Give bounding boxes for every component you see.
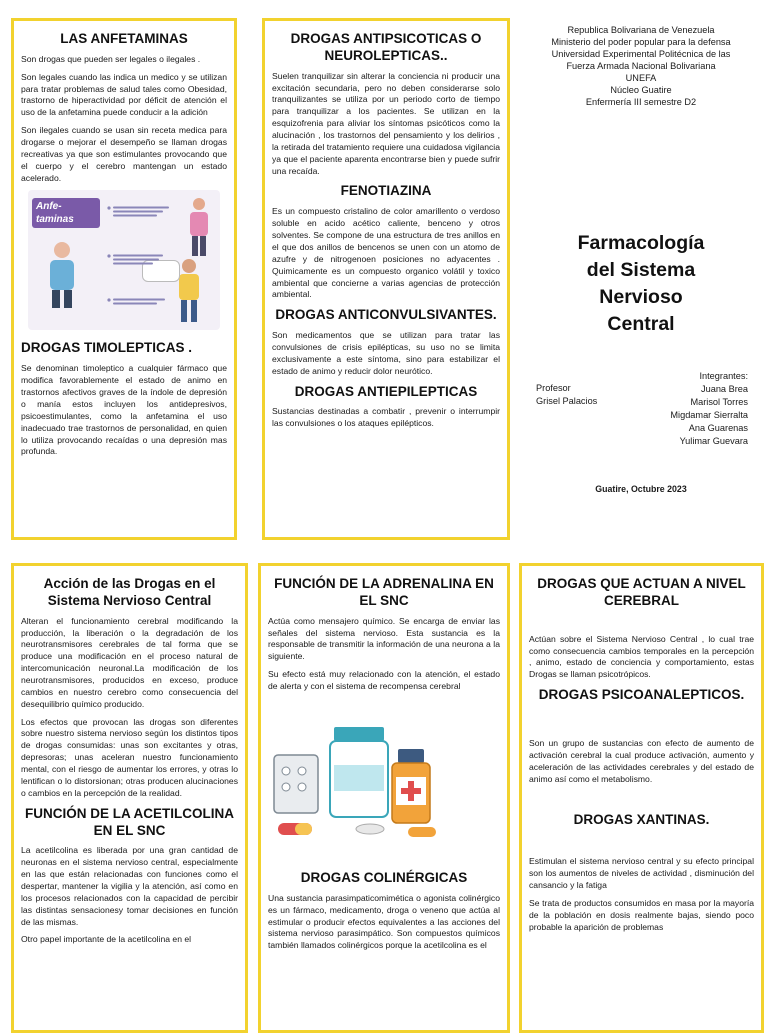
paragraph: Alteran el funcionamiento cerebral modificando la producción, la liberación o la degradación de los neurotransmisores cerebrales de tal forma que se produce una modificación en el proceso natural de intercomunicación neuronal.La modificación de los neurotransmisores, producidos en exceso, produce cambios en nuestro cerebro como consecuencia del desequilibrio químico producido. <box>21 615 238 709</box>
heading-antiepilepticas: DROGAS ANTIEPILEPTICAS <box>294 383 478 399</box>
person-figure-icon <box>40 240 84 310</box>
heading-anticonvulsivantes: DROGAS ANTICONVULSIVANTES. <box>275 307 497 323</box>
heading-psicoanalepticos: DROGAS PSICOANALEPTICOS. <box>538 687 745 703</box>
paragraph: Son ilegales cuando se usan sin receta medica para drogarse o mejorar el desempeño se llaman drogas recreativas ya que son estimulantes provocando que el cuerpo y el cerebro mantengan un estado acelerado. <box>21 125 227 183</box>
institution-line: Ministerio del poder popular para la defensa <box>551 37 731 47</box>
text-lines-icon <box>106 204 176 314</box>
heading-fenotiazina: FENOTIAZINA <box>340 183 432 199</box>
medicine-bottles-icon <box>268 725 444 843</box>
person-figure-icon <box>184 196 214 258</box>
paragraph: Su efecto está muy relacionado con la atención, el estado de alerta y con el sistema de recompensa cerebral <box>268 669 500 692</box>
panel-antipsicoticas <box>262 18 510 540</box>
panel-drogas-cerebral <box>519 563 764 1033</box>
members-list <box>670 383 748 448</box>
panel-anfetaminas <box>11 18 237 540</box>
heading-timolepticas: DROGAS TIMOLEPTICAS . <box>21 340 193 356</box>
institution-info <box>518 24 764 108</box>
heading-acetilcolina: FUNCIÓN DE LA ACETILCOLINA EN EL SNC <box>25 805 234 838</box>
member-name: Juana Brea <box>701 384 748 394</box>
institution-line: Fuerza Armada Nacional Bolivariana <box>566 61 716 71</box>
member-name: Ana Guarenas <box>688 423 748 433</box>
institution-line: Republica Bolivariana de Venezuela <box>567 25 715 35</box>
institution-line: Universidad Experimental Politécnica de las <box>551 49 731 59</box>
paragraph: Se denominan timoleptico a cualquier fármaco que modifica favorablemente el estado de animo en trastornos afectivos graves de la índole de depresión o manía estos incluyen los antidepresivos, psicoestimulantes, como la anfetamina el uso inadecuado trae trastornos de personalidad, en quien lo utiliza provocando recaídas o una depresión mas profunda. <box>21 363 227 457</box>
paragraph: Actúa como mensajero químico. Se encarga de enviar las señales del sistema nervioso. Esta sustancia es la responsable de transmitir la información de una neurona a la siguiente. <box>268 615 500 662</box>
cover-panel <box>518 18 764 540</box>
illustration-banner: Anfe-taminas <box>32 198 100 228</box>
institution-line: Núcleo Guatire <box>610 85 672 95</box>
paragraph: Los efectos que provocan las drogas son diferentes sobre nuestro sistema nervioso según los distintos tipos de drogas consumidas: unas son excitantes y otras, depresoras; unas aceleran nuestro funcionamiento mental, con el riesgo de aumentar los errores, y otras lo lentifican o lo distorsionan; otras producen alucinaciones o cambios en la percepción de la realidad. <box>21 716 238 798</box>
paragraph: Se trata de productos consumidos en masa por la mayoría de la población en dosis realmente bajas, siendo poco probable la aparición de problemas <box>529 897 754 932</box>
paragraph: Es un compuesto cristalino de color amarillento o verdoso soluble en acido acético caliente, benceno y otros solventes. Se compone de una estructura de tres anillos en el que dos anillos de bencenos se unen con un atomo de azufre y de nitrogenoen posiciones no adyacentes . Quimicamente es un compuesto organico volátil y toxico ambiental que concierne a varias agencias de protección ambiental. <box>272 206 500 300</box>
place-date: Guatire, Octubre 2023 <box>595 484 687 494</box>
panel-accion-drogas <box>11 563 248 1033</box>
paragraph: Una sustancia parasimpaticomimética o agonista colinérgico es un fármaco, medicamento, droga o veneno que actúa al estimular o producir efectos equivalentes a las acciones del sistema nervioso parasimpático. Son compuestos químicos también llamados colinérgicos porque la acetilcolina es el <box>268 892 500 951</box>
anfetaminas-illustration <box>28 190 220 330</box>
cover-title <box>518 230 764 338</box>
member-name: Marisol Torres <box>690 397 748 407</box>
heading-antipsicoticas: DROGAS ANTIPSICOTICAS O NEUROLEPTICAS.. <box>290 31 482 63</box>
paragraph: Son un grupo de sustancias con efecto de aumento de activación cerebral la cual produce activación, aumento y aceleración de las actividades cerebrales y del estado de animo así como el metabolismo. <box>529 738 754 784</box>
member-name: Migdamar Sierralta <box>670 410 748 420</box>
institution-line: UNEFA <box>625 73 657 83</box>
member-name: Yulimar Guevara <box>679 436 748 446</box>
paragraph: La acetilcolina es liberada por una gran cantidad de neuronas en el sistema nervioso central, especialmente en las que están relacionadas con funciones como el despertar, mantener la vigilia y la atención, así como en los procesos relacionados con la capacidad de percibir las distintas sensacionesy tomar decisiones en función de las mismas. <box>21 845 238 927</box>
heading-drogas-cerebral: DROGAS QUE ACTUAN A NIVEL CEREBRAL <box>537 576 746 608</box>
heading-adrenalina: FUNCIÓN DE LA ADRENALINA EN EL SNC <box>274 576 494 608</box>
heading-xantinas: DROGAS XANTINAS. <box>573 811 710 827</box>
professor-label: Profesor <box>536 383 571 393</box>
paragraph: Son legales cuando las indica un medico y se utilizan para tratar problemas de salud tales como Obesidad, trastorno de hiperactividad por déficit de atención el uso de la anfetamina puede conducir a la adición <box>21 71 227 118</box>
cover-title-line: Farmacología <box>577 232 705 254</box>
professor-block <box>536 382 597 408</box>
paragraph: Suelen tranquilizar sin alterar la conciencia ni producir una excitación secundaria, pero no deben considerarse solo tranquilizantes se utiliza por un periodo corto de tiempo para tranquilizar a los pacientes. Se utilizan en la esquizofrenia para aliviar los síntomas psicóticos como la alucinación , los trastornos del pensamiento y los delirios , la retirada del tratamiento requiere una cuidadosa vigilancia ya que el paciente aparenta encontrarse bien y puede sufrir una recaída. <box>272 70 500 176</box>
paragraph: Estimulan el sistema nervioso central y su efecto principal son los aumentos de niveles de actividad , disminución del cansancio y la fatiga <box>529 856 754 891</box>
paragraph: Sustancias destinadas a combatir , prevenir o interrumpir las convulsiones o los ataques epilépticos. <box>272 406 500 429</box>
paragraph: Son medicamentos que se utilizan para tratar las convulsiones de crisis epilépticas, su uso no se limita exclusivamente a este síntoma, sino para estabilizar el estado de animo y reducir dolor neurótico. <box>272 330 500 376</box>
paragraph: Actúan sobre el Sistema Nervioso Central , lo cual trae como consecuencia cambios temporales en la percepción , animo, estado de conciencia y comportamiento, estas Drogas se llaman psicotrópicos. <box>529 633 754 680</box>
cover-title-line: Central <box>607 313 675 335</box>
institution-line: Enfermería III semestre D2 <box>585 97 697 107</box>
cover-title-line: del Sistema <box>586 259 696 281</box>
paragraph: Otro papel importante de la acetilcolina en el <box>21 934 192 945</box>
paragraph: Son drogas que pueden ser legales o ilegales . <box>21 53 201 64</box>
heading-accion-drogas: Acción de las Drogas en el Sistema Nervioso Central <box>43 576 216 608</box>
panel-adrenalina <box>258 563 510 1033</box>
heading-anfetaminas: LAS ANFETAMINAS <box>60 31 188 46</box>
heading-colinergicas: DROGAS COLINÉRGICAS <box>300 869 468 885</box>
cover-title-line: Nervioso <box>599 286 683 308</box>
members-label: Integrantes: <box>699 371 748 381</box>
professor-name: Grisel Palacios <box>536 396 598 406</box>
